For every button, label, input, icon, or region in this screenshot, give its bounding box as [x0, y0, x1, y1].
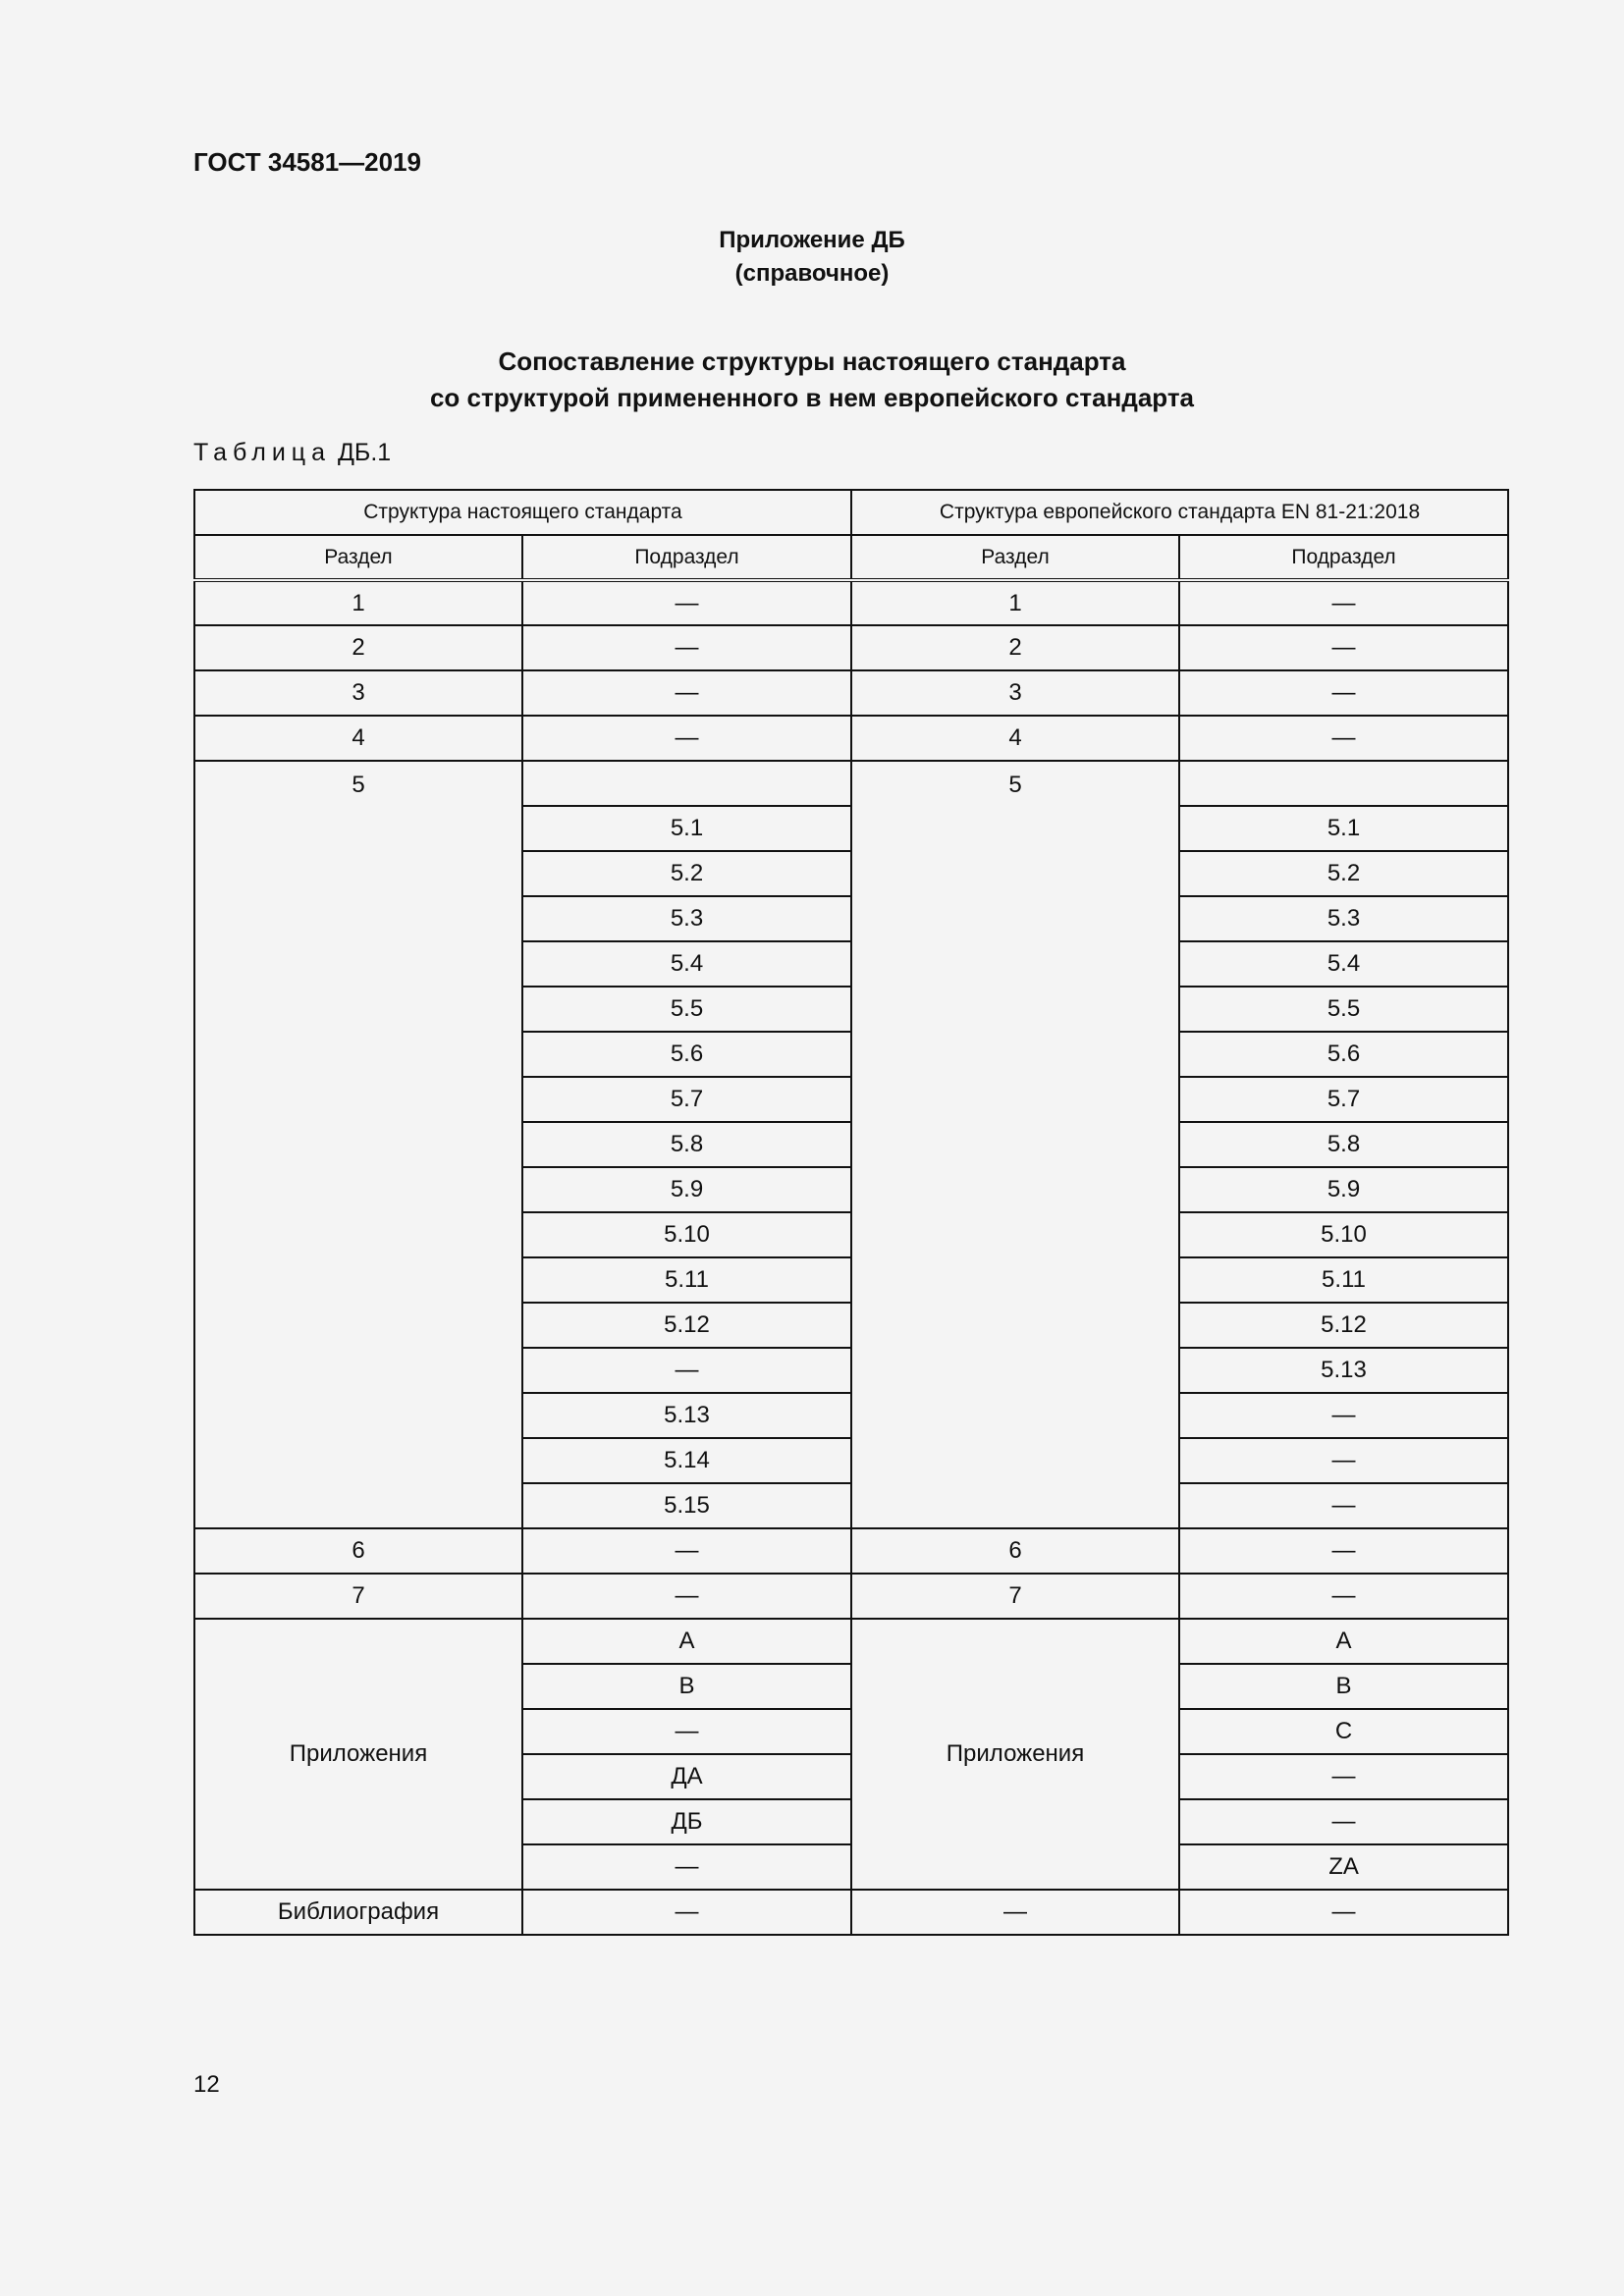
subsection-right-cell: 5.4 — [1179, 941, 1508, 987]
subsection-left-cell: ДБ — [522, 1799, 851, 1844]
subsection-right-cell: 5.9 — [1179, 1167, 1508, 1212]
subsection-left-cell: 5.11 — [522, 1257, 851, 1303]
section-right-cell: 6 — [851, 1528, 1179, 1574]
subsection-right-cell: 5.1 — [1179, 806, 1508, 851]
section-right-cell: Приложения — [851, 1619, 1179, 1890]
subsection-left-cell: 5.13 — [522, 1393, 851, 1438]
table-row — [194, 1574, 1508, 1619]
table-caption-id: ДБ.1 — [337, 439, 392, 466]
subsection-right-cell: — — [1179, 670, 1508, 716]
table-row-bibliography — [194, 1890, 1508, 1935]
col-header-subsection-left: Подраздел — [522, 535, 851, 580]
group-header-this-standard: Структура настоящего стандарта — [194, 490, 851, 535]
section-left-cell: 1 — [194, 580, 522, 625]
subsection-left-cell: — — [522, 716, 851, 761]
subsection-left-cell: 5.2 — [522, 851, 851, 896]
table-group-header-row — [194, 490, 1508, 535]
subsection-left-cell: 5.9 — [522, 1167, 851, 1212]
group-header-european-standard: Структура европейского стандарта EN 81-21:2018 — [851, 490, 1508, 535]
table-caption — [193, 439, 391, 467]
table-row — [194, 1619, 1508, 1664]
section-right-cell: — — [851, 1890, 1179, 1935]
subsection-left-cell: 5.3 — [522, 896, 851, 941]
subsection-right-cell: — — [1179, 716, 1508, 761]
subsection-right-cell: — — [1179, 625, 1508, 670]
subsection-left-cell: 5.6 — [522, 1032, 851, 1077]
appendix-kind: (справочное) — [734, 260, 890, 287]
section-right-cell: 5 — [851, 761, 1179, 1528]
subsection-right-cell: — — [1179, 1799, 1508, 1844]
subsection-right-cell: 5.10 — [1179, 1212, 1508, 1257]
section-left-cell: 3 — [194, 670, 522, 716]
comparison-table-body — [194, 490, 1508, 1935]
table-row — [194, 670, 1508, 716]
subsection-left-cell: — — [522, 1844, 851, 1890]
table-row — [194, 580, 1508, 625]
table-caption-word: Таблица — [193, 439, 332, 466]
subsection-left-cell: 5.7 — [522, 1077, 851, 1122]
title-line-2: со структурой примененного в нем европейского стандарта — [429, 383, 1195, 412]
subsection-right-cell: 5.5 — [1179, 987, 1508, 1032]
subsection-left-cell: B — [522, 1664, 851, 1709]
subsection-right-cell: 5.6 — [1179, 1032, 1508, 1077]
subsection-right-cell: 5.2 — [1179, 851, 1508, 896]
subsection-right-cell: 5.12 — [1179, 1303, 1508, 1348]
subsection-left-cell: 5.5 — [522, 987, 851, 1032]
subsection-left-cell: — — [522, 1348, 851, 1393]
page-number: 12 — [193, 2071, 220, 2098]
subsection-left-cell: 5.4 — [522, 941, 851, 987]
appendix-name: Приложение ДБ — [719, 227, 905, 253]
section-left-cell: 7 — [194, 1574, 522, 1619]
subsection-right-cell: B — [1179, 1664, 1508, 1709]
section-title — [0, 344, 1624, 416]
section-left-cell: 2 — [194, 625, 522, 670]
section-right-cell: 1 — [851, 580, 1179, 625]
document-code: ГОСТ 34581—2019 — [193, 147, 421, 177]
subsection-left-cell: ДА — [522, 1754, 851, 1799]
table-row — [194, 1528, 1508, 1574]
table-row — [194, 761, 1508, 806]
subsection-right-cell: 5.7 — [1179, 1077, 1508, 1122]
subsection-left-cell: 5.15 — [522, 1483, 851, 1528]
subsection-left-cell: — — [522, 1709, 851, 1754]
subsection-left-cell: — — [522, 580, 851, 625]
section-right-cell: 4 — [851, 716, 1179, 761]
subsection-right-cell: — — [1179, 1890, 1508, 1935]
subsection-right-cell — [1179, 761, 1508, 806]
subsection-left-cell: — — [522, 1528, 851, 1574]
subsection-right-cell: 5.3 — [1179, 896, 1508, 941]
subsection-left-cell: — — [522, 625, 851, 670]
section-left-cell: Библиография — [194, 1890, 522, 1935]
subsection-right-cell: — — [1179, 580, 1508, 625]
subsection-right-cell: — — [1179, 1483, 1508, 1528]
subsection-left-cell — [522, 761, 851, 806]
subsection-right-cell: — — [1179, 1754, 1508, 1799]
col-header-section-right: Раздел — [851, 535, 1179, 580]
subsection-right-cell: — — [1179, 1528, 1508, 1574]
subsection-right-cell: 5.13 — [1179, 1348, 1508, 1393]
section-right-cell: 7 — [851, 1574, 1179, 1619]
subsection-left-cell: 5.14 — [522, 1438, 851, 1483]
subsection-left-cell: A — [522, 1619, 851, 1664]
subsection-right-cell: ZA — [1179, 1844, 1508, 1890]
section-left-cell: 6 — [194, 1528, 522, 1574]
section-right-cell: 3 — [851, 670, 1179, 716]
section-left-cell: 4 — [194, 716, 522, 761]
subsection-left-cell: — — [522, 1574, 851, 1619]
section-left-cell: 5 — [194, 761, 522, 1528]
subsection-right-cell: — — [1179, 1438, 1508, 1483]
subsection-right-cell: C — [1179, 1709, 1508, 1754]
section-right-cell: 2 — [851, 625, 1179, 670]
col-header-section-left: Раздел — [194, 535, 522, 580]
col-header-subsection-right: Подраздел — [1179, 535, 1508, 580]
table-row — [194, 625, 1508, 670]
comparison-table — [193, 489, 1509, 1936]
subsection-right-cell: — — [1179, 1393, 1508, 1438]
title-line-1: Сопоставление структуры настоящего стандарта — [498, 347, 1126, 376]
table-column-header-row — [194, 535, 1508, 580]
subsection-left-cell: 5.10 — [522, 1212, 851, 1257]
appendix-heading — [0, 224, 1624, 291]
subsection-right-cell: A — [1179, 1619, 1508, 1664]
subsection-right-cell: 5.8 — [1179, 1122, 1508, 1167]
table-row — [194, 716, 1508, 761]
subsection-left-cell: 5.1 — [522, 806, 851, 851]
subsection-left-cell: — — [522, 1890, 851, 1935]
subsection-left-cell: 5.12 — [522, 1303, 851, 1348]
subsection-left-cell: 5.8 — [522, 1122, 851, 1167]
section-left-cell: Приложения — [194, 1619, 522, 1890]
subsection-left-cell: — — [522, 670, 851, 716]
subsection-right-cell: — — [1179, 1574, 1508, 1619]
subsection-right-cell: 5.11 — [1179, 1257, 1508, 1303]
